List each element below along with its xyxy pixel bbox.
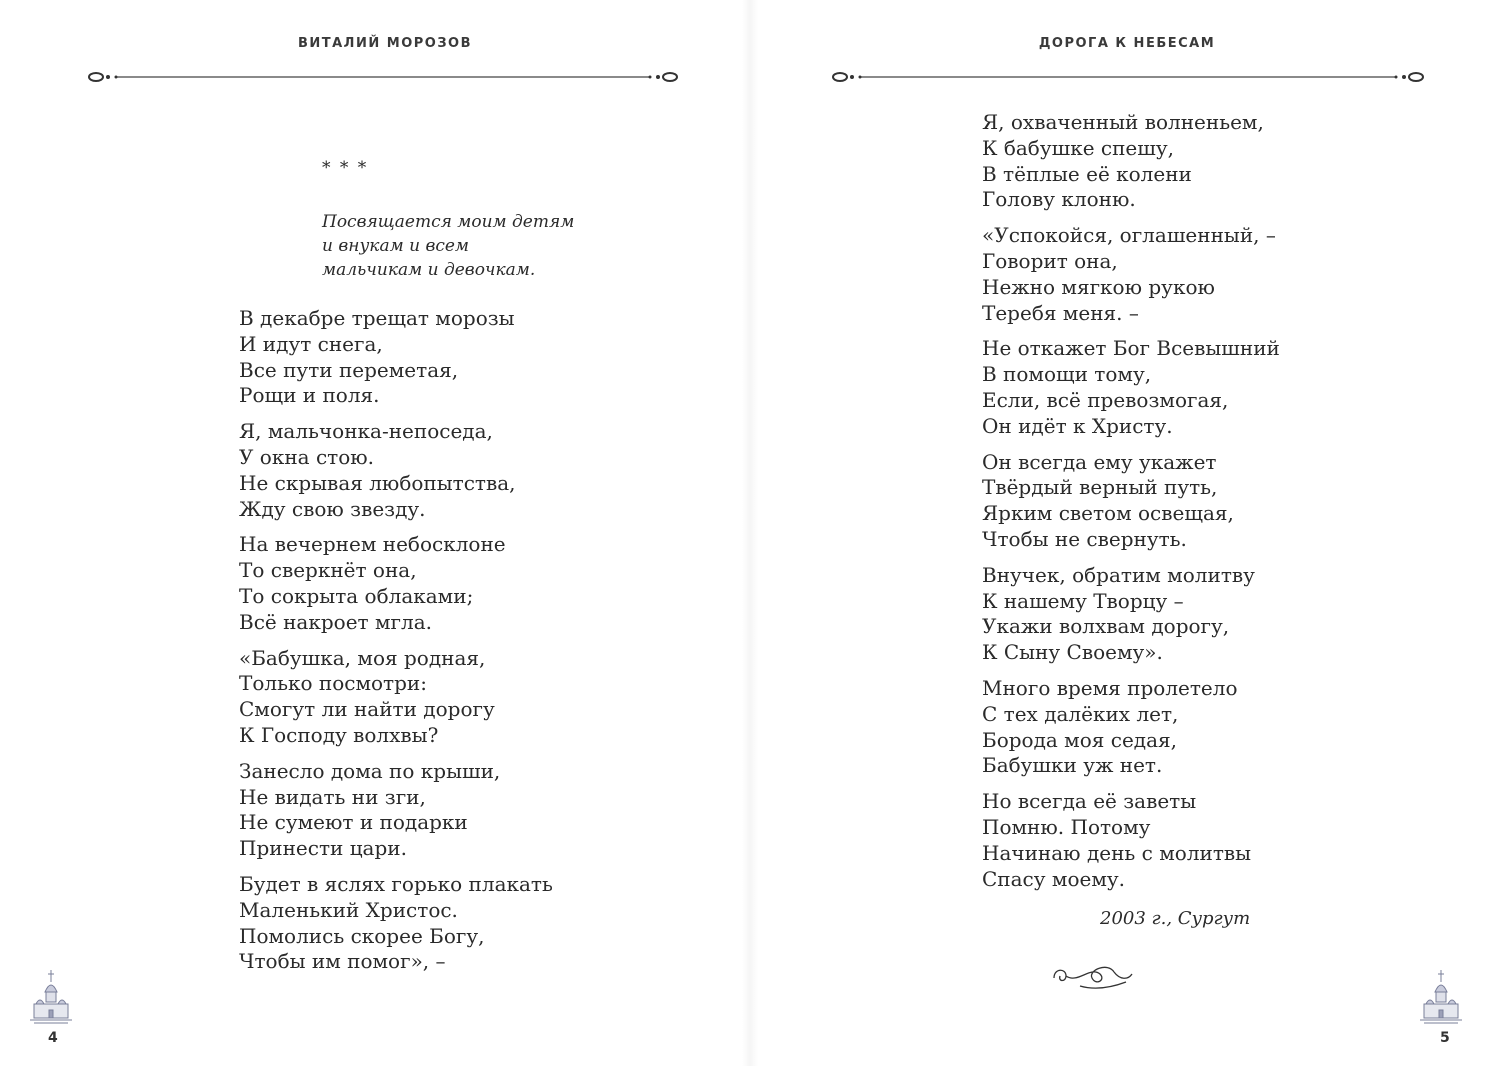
poem-line: На вечернем небосклоне <box>239 532 506 557</box>
poem-line: Помню. Потому <box>982 814 1151 839</box>
stanza <box>982 110 1280 213</box>
poem-line: К Сыну Своему». <box>982 640 1163 665</box>
poem-line: Внучек, обратим молитву <box>982 562 1255 587</box>
stanza <box>239 646 553 749</box>
poem-right <box>982 110 1280 902</box>
poem-line: Голову клоню. <box>982 187 1136 212</box>
dedication-line: мальчикам и девочкам. <box>322 260 536 280</box>
poem-line: В тёплые её колени <box>982 161 1192 186</box>
poem-line: Занесло дома по крыши, <box>239 758 501 783</box>
poem-line: Смогут ли найти дорогу <box>239 697 495 722</box>
poem-line: Борода моя седая, <box>982 727 1177 752</box>
section-stars: * * * <box>322 158 369 178</box>
poem-line: Бабушки уж нет. <box>982 753 1163 778</box>
poem-line: Не видать ни зги, <box>239 784 426 809</box>
poem-line: Жду свою звезду. <box>239 496 426 521</box>
poem-line: Спасу моему. <box>982 866 1125 891</box>
ornamental-rule-icon <box>830 66 1426 88</box>
poem-line: Все пути переметая, <box>239 357 459 382</box>
poem-line: Маленький Христос. <box>239 897 458 922</box>
poem-line: С тех далёких лет, <box>982 701 1179 726</box>
poem-line: Я, охваченный волненьем, <box>982 110 1264 134</box>
poem-line: Он идёт к Христу. <box>982 413 1173 438</box>
poem-line: И идут снега, <box>239 331 383 356</box>
poem-line: К нашему Творцу – <box>982 588 1184 613</box>
poem-line: В помощи тому, <box>982 362 1152 387</box>
poem-line: Я, мальчонка-непоседа, <box>239 419 493 444</box>
poem-line: Всё накроет мгла. <box>239 609 432 634</box>
poem-line: Много время пролетело <box>982 675 1238 700</box>
poem-signature: 2003 г., Сургут <box>1100 908 1251 929</box>
poem-line: Он всегда ему укажет <box>982 449 1217 474</box>
poem-line: Теребя меня. – <box>982 300 1139 325</box>
poem-line: Принести цари. <box>239 836 407 861</box>
stanza <box>982 336 1280 439</box>
stanza <box>239 419 553 522</box>
stanza <box>982 563 1280 666</box>
stanza <box>982 450 1280 553</box>
poem-line: К бабушке спешу, <box>982 135 1174 160</box>
poem-line: У окна стою. <box>239 444 375 469</box>
running-head-title: ДОРОГА К НЕБЕСАМ <box>1038 36 1216 51</box>
poem-line: То сокрыта облаками; <box>239 583 474 608</box>
poem-line: То сверкнёт она, <box>239 558 417 583</box>
poem-line: Чтобы не свернуть. <box>982 526 1187 551</box>
header-rule <box>86 66 680 88</box>
church-icon <box>1420 968 1462 1026</box>
poem-line: Будет в яслях горько плакать <box>239 871 553 896</box>
poem-line: Чтобы им помог», – <box>239 949 446 974</box>
poem-line: Укажи волхвам дорогу, <box>982 614 1230 639</box>
poem-line: Ярким светом освещая, <box>982 501 1234 526</box>
stanza <box>982 676 1280 779</box>
dedication <box>322 210 574 282</box>
poem-line: Говорит она, <box>982 248 1118 273</box>
dedication-line: Посвящается моим детям <box>322 212 575 232</box>
poem-line: Не сумеют и подарки <box>239 810 468 835</box>
poem-line: Не скрывая любопытства, <box>239 470 516 495</box>
right-page <box>750 0 1500 1066</box>
poem-line: Только посмотри: <box>239 671 427 696</box>
running-head-author: ВИТАЛИЙ МОРОЗОВ <box>297 36 473 51</box>
dedication-line: и внукам и всем <box>322 236 470 256</box>
poem-line: В декабре трещат морозы <box>239 306 515 330</box>
header-rule <box>830 66 1426 88</box>
poem-line: «Бабушка, моя родная, <box>239 645 486 670</box>
church-icon <box>30 968 72 1026</box>
poem-line: Не откажет Бог Всевышний <box>982 336 1280 361</box>
poem-line: Рощи и поля. <box>239 383 380 408</box>
poem-line: Но всегда её заветы <box>982 789 1197 814</box>
poem-line: Нежно мягкою рукою <box>982 274 1215 299</box>
stanza <box>982 223 1280 326</box>
stanza <box>982 789 1280 892</box>
poem-line: Помолись скорее Богу, <box>239 923 485 948</box>
stanza <box>239 872 553 975</box>
stanza <box>239 759 553 862</box>
flourish-icon <box>1050 958 1136 994</box>
poem-line: К Господу волхвы? <box>239 722 439 747</box>
ornamental-rule-icon <box>86 66 680 88</box>
poem-line: Начинаю день с молитвы <box>982 840 1252 865</box>
poem-line: Если, всё превозмогая, <box>982 387 1229 412</box>
poem-left <box>239 306 553 985</box>
page-number: 5 <box>1440 1030 1450 1046</box>
poem-line: Твёрдый верный путь, <box>982 475 1218 500</box>
page-number: 4 <box>48 1030 58 1046</box>
stanza <box>239 532 553 635</box>
poem-line: «Успокойся, оглашенный, – <box>982 223 1276 248</box>
stanza <box>239 306 553 409</box>
